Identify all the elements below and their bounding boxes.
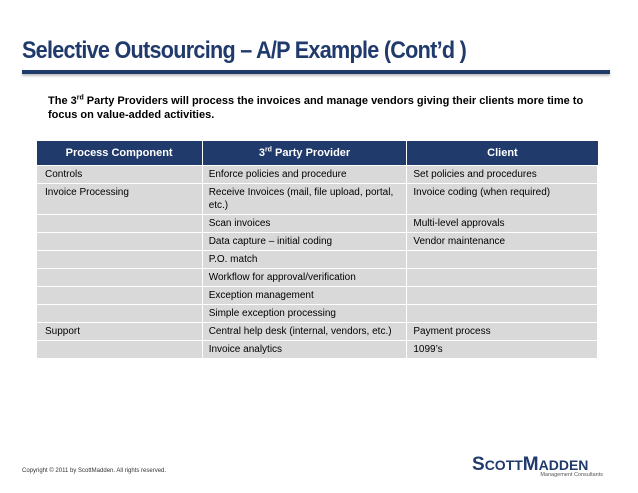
- table-row: [37, 215, 598, 233]
- cell-provider: Scan invoices: [202, 215, 407, 233]
- cell-process-component: [37, 269, 203, 287]
- cell-process-component: [37, 251, 203, 269]
- table-row: [37, 287, 598, 305]
- intro-part2: Party Providers will process the invoices and manage vendors giving their clients more time to focus on value-added activities.: [48, 95, 584, 121]
- cell-process-component: Support: [37, 323, 203, 341]
- cell-client: Vendor maintenance: [407, 233, 598, 251]
- title-divider: [22, 70, 610, 74]
- cell-provider: Central help desk (internal, vendors, etc.): [202, 323, 407, 341]
- cell-client: Multi-level approvals: [407, 215, 598, 233]
- cell-process-component: Controls: [37, 166, 203, 184]
- intro-superscript: rd: [76, 94, 84, 102]
- logo-letter-s: S: [472, 455, 485, 475]
- page-title: Selective Outsourcing – A/P Example (Cont’d ): [22, 37, 467, 64]
- table-header-row: [37, 141, 598, 166]
- table-row: [37, 166, 598, 184]
- process-table: [36, 141, 598, 359]
- cell-process-component: Invoice Processing: [37, 184, 203, 215]
- cell-client: Set policies and procedures: [407, 166, 598, 184]
- cell-client: 1099’s: [407, 341, 598, 359]
- header-provider-post: Party Provider: [271, 147, 351, 159]
- logo-letter-m: M: [522, 455, 539, 475]
- cell-process-component: [37, 305, 203, 323]
- table-row: [37, 305, 598, 323]
- cell-client: [407, 251, 598, 269]
- cell-provider: Enforce policies and procedure: [202, 166, 407, 184]
- cell-client: Invoice coding (when required): [407, 184, 598, 215]
- cell-client: [407, 305, 598, 323]
- table-row: [37, 341, 598, 359]
- cell-provider: Data capture – initial coding: [202, 233, 407, 251]
- logo-letters-adden: ADDEN: [538, 457, 589, 473]
- table-row: [37, 323, 598, 341]
- table-body: [37, 166, 598, 359]
- table-row: [37, 269, 598, 287]
- cell-provider: Invoice analytics: [202, 341, 407, 359]
- cell-client: [407, 269, 598, 287]
- header-client: Client: [407, 141, 598, 166]
- cell-process-component: [37, 287, 203, 305]
- intro-text: [48, 94, 588, 122]
- intro-part1: The 3: [48, 95, 77, 107]
- company-logo: [471, 455, 607, 481]
- cell-process-component: [37, 341, 203, 359]
- cell-provider: Workflow for approval/verification: [202, 269, 407, 287]
- table-row: [37, 251, 598, 269]
- header-provider-sup: rd: [264, 146, 272, 154]
- logo-subtitle: Management Consultants: [540, 472, 603, 478]
- cell-client: [407, 287, 598, 305]
- cell-process-component: [37, 215, 203, 233]
- table-row: [37, 184, 598, 215]
- copyright-footer: Copyright © 2011 by ScottMadden. All rights reserved.: [22, 468, 167, 474]
- cell-process-component: [37, 233, 203, 251]
- header-provider: [202, 141, 407, 166]
- header-provider-pre: 3: [258, 147, 265, 159]
- cell-client: Payment process: [407, 323, 598, 341]
- header-process-component: Process Component: [37, 141, 203, 166]
- table-row: [37, 233, 598, 251]
- cell-provider: Receive Invoices (mail, file upload, portal, etc.): [202, 184, 407, 215]
- cell-provider: Exception management: [202, 287, 407, 305]
- cell-provider: P.O. match: [202, 251, 407, 269]
- logo-letters-cott: COTT: [484, 457, 523, 473]
- cell-provider: Simple exception processing: [202, 305, 407, 323]
